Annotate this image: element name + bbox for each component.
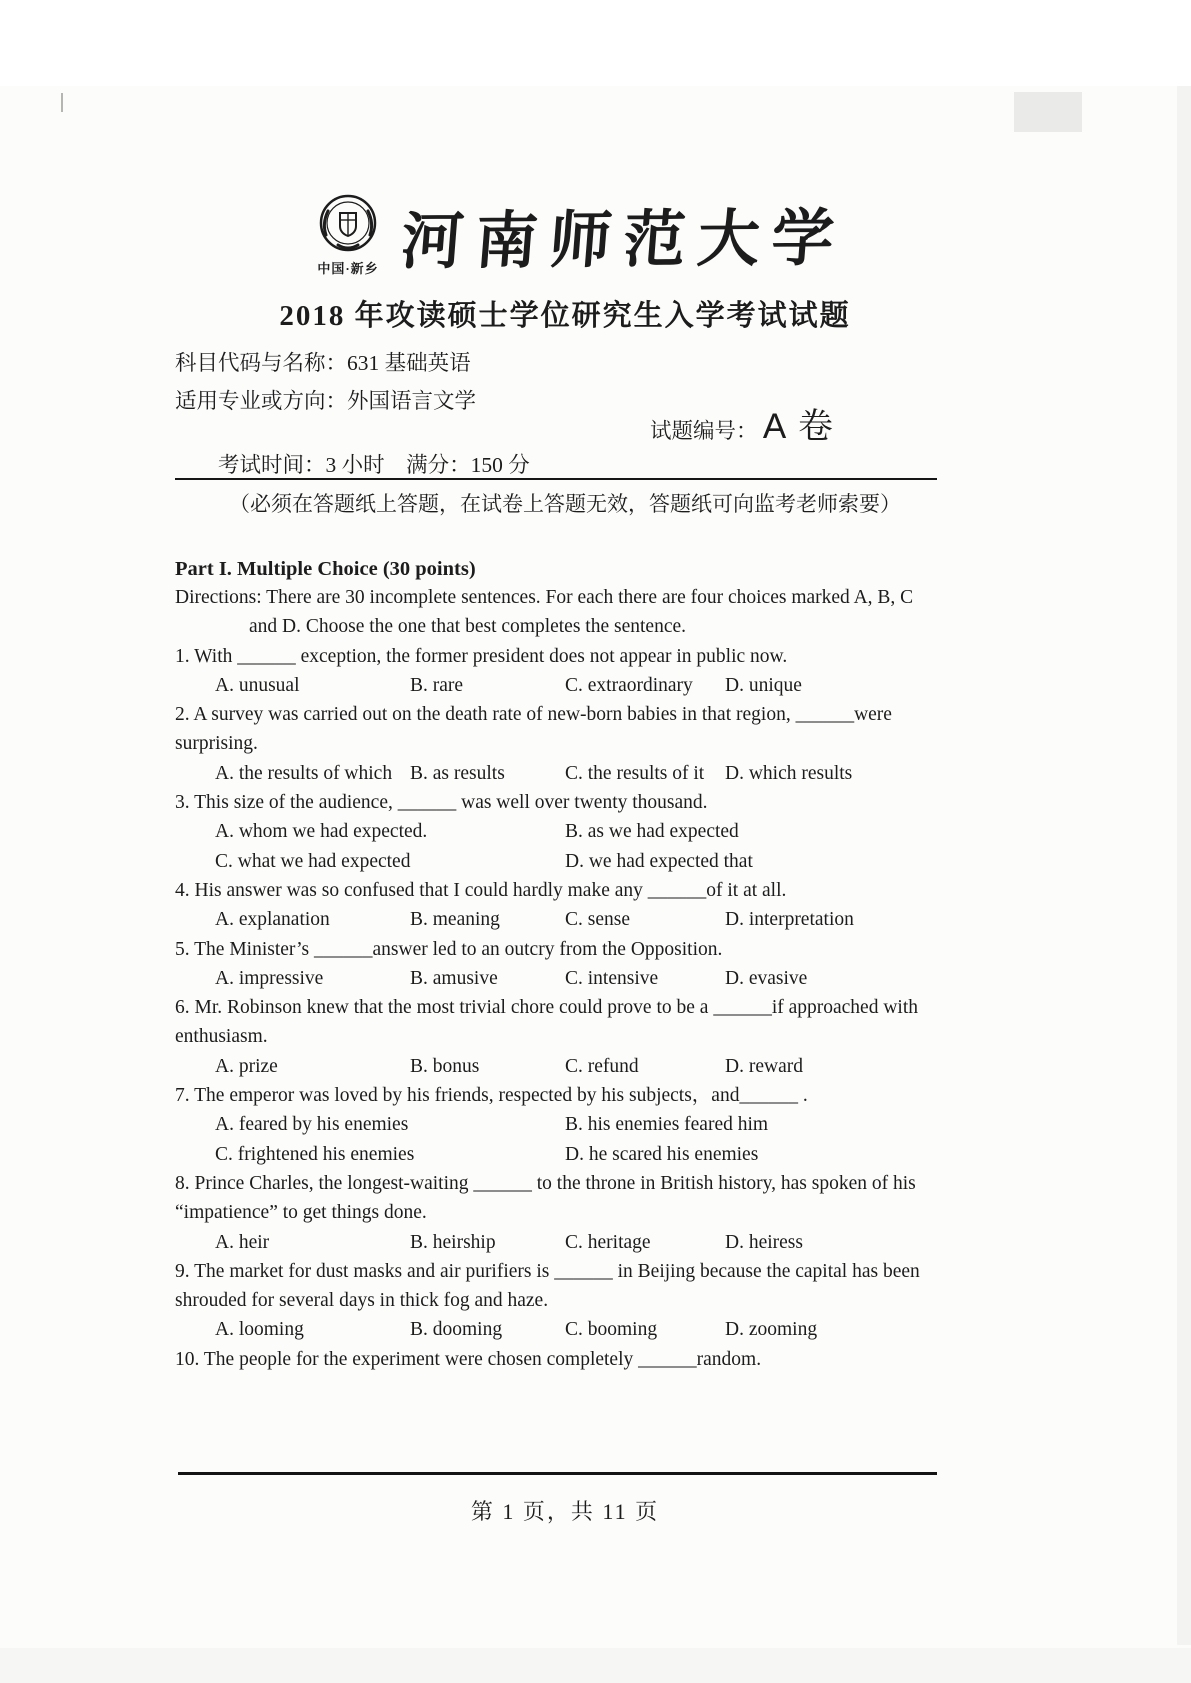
question-stem-line: surprising. (175, 733, 258, 755)
paper-number-value: A 卷 (762, 407, 836, 446)
option: B. bonus (410, 1055, 480, 1077)
question-item (175, 993, 955, 1081)
option: B. amusive (410, 967, 498, 989)
option: B. as results (410, 762, 505, 784)
paper-number-label: 试题编号： (650, 419, 758, 443)
option: B. rare (410, 674, 464, 696)
page-indicator: 第 1 页，共 11 页 (470, 1499, 660, 1525)
question-item (175, 642, 955, 701)
scan-artifact (0, 1648, 1191, 1683)
exam-info (175, 350, 955, 477)
footer-rule (178, 1472, 937, 1475)
paper-number (650, 407, 836, 446)
option: A. looming (215, 1319, 304, 1341)
option: B. heirship (410, 1231, 496, 1253)
questions-list (175, 642, 955, 1374)
option: C. extraordinary (565, 674, 693, 696)
question-stem (175, 876, 955, 905)
option: D. zooming (725, 1319, 818, 1341)
question-stem-line: 4. His answer was so confused that I could hardly make any ______of it at all. (175, 879, 787, 901)
question-stem-line: “impatience” to get things done. (175, 1202, 427, 1224)
university-brand (187, 0, 967, 279)
question-stem-line: 7. The emperor was loved by his friends, respected by his subjects，and______ . (175, 1085, 808, 1107)
option: C. what we had expected (215, 850, 411, 872)
question-item (175, 876, 955, 935)
option: D. we had expected that (565, 850, 753, 872)
question-stem-line: 9. The market for dust masks and air purifiers is ______ in Beijing because the capital has been (175, 1260, 920, 1282)
scan-artifact (1177, 86, 1191, 1645)
page-footer (0, 1472, 1191, 1526)
options-row (175, 817, 955, 876)
option: D. heiress (725, 1231, 803, 1253)
major-line: 适用专业或方向：外国语言文学 (175, 389, 477, 413)
exam-title: 2018 年攻读硕士学位研究生入学考试试题 (279, 300, 851, 332)
option: A. unusual (215, 674, 300, 696)
option: A. explanation (215, 909, 330, 931)
options-row (175, 905, 955, 934)
question-item (175, 1081, 955, 1169)
question-item (175, 1257, 955, 1345)
question-stem-line: enthusiasm. (175, 1026, 268, 1048)
exam-body (175, 558, 955, 1374)
question-stem-line: 2. A survey was carried out on the death rate of new-born babies in that region, ______were (175, 704, 892, 726)
scan-artifact (61, 93, 63, 112)
question-item (175, 935, 955, 994)
option: A. prize (215, 1055, 278, 1077)
option: C. intensive (565, 967, 659, 989)
time-line (175, 407, 955, 477)
option: C. sense (565, 909, 630, 931)
directions-line: and D. Choose the one that best completes the sentence. (249, 616, 686, 638)
option: C. booming (565, 1319, 658, 1341)
question-stem (175, 935, 955, 964)
question-stem (175, 1257, 955, 1316)
options-row (175, 671, 955, 700)
question-item (175, 1345, 955, 1374)
options-row (175, 1228, 955, 1257)
question-stem-line: 8. Prince Charles, the longest-waiting ______ to the throne in British history, has spoken of his (175, 1172, 916, 1194)
question-stem-line: 10. The people for the experiment were chosen completely ______random. (175, 1348, 762, 1370)
option: A. impressive (215, 967, 324, 989)
option: B. as we had expected (565, 821, 739, 843)
option: C. refund (565, 1055, 639, 1077)
question-stem-line: 5. The Minister’s ______answer led to an outcry from the Opposition. (175, 938, 723, 960)
option: B. meaning (410, 909, 500, 931)
question-stem (175, 642, 955, 671)
question-stem-line: 1. With ______ exception, the former president does not appear in public now. (175, 645, 788, 667)
question-item (175, 788, 955, 876)
question-stem-line: 3. This size of the audience, ______ was well over twenty thousand. (175, 792, 708, 814)
option: B. dooming (410, 1319, 503, 1341)
question-item (175, 1169, 955, 1257)
question-stem (175, 1169, 955, 1228)
option: D. interpretation (725, 909, 854, 931)
question-stem-line: shrouded for several days in thick fog and haze. (175, 1290, 549, 1312)
options-row (175, 1110, 955, 1169)
university-seal (308, 193, 388, 277)
part1-directions (175, 583, 955, 642)
part1-heading: Part I. Multiple Choice (30 points) (175, 558, 476, 580)
question-stem (175, 788, 955, 817)
option: C. heritage (565, 1231, 651, 1253)
option: A. whom we had expected. (215, 821, 428, 843)
seal-caption: 中国·新乡 (317, 260, 379, 276)
option: D. reward (725, 1055, 803, 1077)
scan-artifact (1014, 92, 1082, 132)
option: C. frightened his enemies (215, 1143, 415, 1165)
university-seal-icon (308, 193, 388, 257)
options-row (175, 1052, 955, 1081)
question-stem (175, 1081, 955, 1110)
option: B. his enemies feared him (565, 1114, 769, 1136)
options-row (175, 964, 955, 993)
option: D. which results (725, 762, 853, 784)
question-item (175, 700, 955, 788)
subject-line: 科目代码与名称：631 基础英语 (175, 351, 471, 375)
time-limits: 考试时间：3 小时 满分：150 分 (218, 453, 530, 477)
option: D. he scared his enemies (565, 1143, 759, 1165)
directions-line: Directions: There are 30 incomplete sentences. For each there are four choices marked A, B, C (175, 587, 914, 608)
question-stem (175, 700, 955, 759)
answer-sheet-notice: （必须在答题纸上答题，在试卷上答题无效，答题纸可向监考老师索要） (229, 492, 901, 516)
option: D. evasive (725, 967, 808, 989)
header-rule (175, 478, 937, 480)
question-stem (175, 1345, 955, 1374)
option: A. feared by his enemies (215, 1114, 409, 1136)
options-row (175, 1315, 955, 1344)
option: A. the results of which (215, 762, 393, 784)
question-stem (175, 993, 955, 1052)
university-name: 河南师范大学 (398, 205, 849, 277)
option: D. unique (725, 674, 802, 696)
option: A. heir (215, 1231, 270, 1253)
question-stem-line: 6. Mr. Robinson knew that the most trivial chore could prove to be a ______if approached with (175, 997, 919, 1019)
option: C. the results of it (565, 762, 705, 784)
options-row (175, 759, 955, 788)
